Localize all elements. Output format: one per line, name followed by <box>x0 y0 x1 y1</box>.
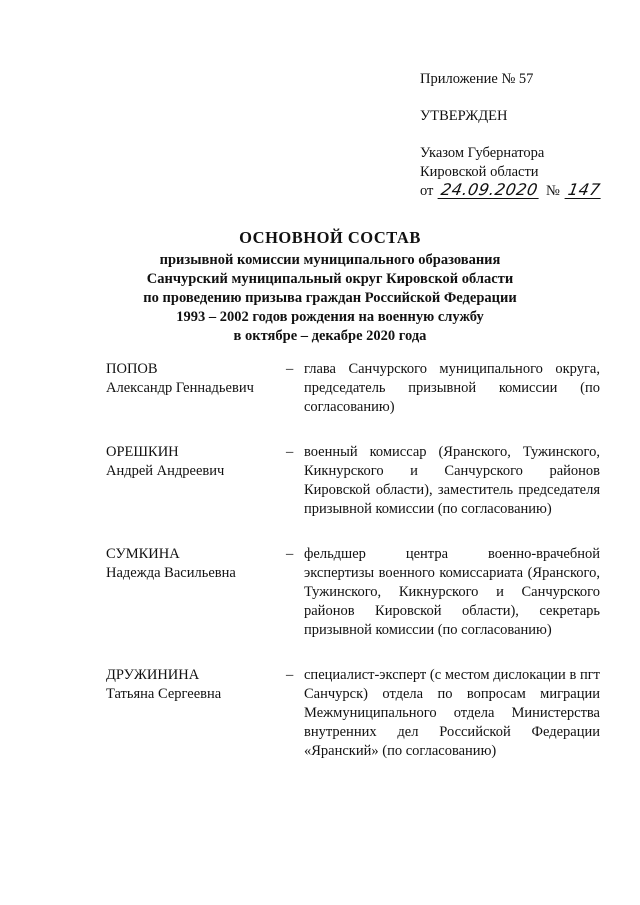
title-line: в октябре – декабре 2020 года <box>233 328 427 344</box>
member-dash: – <box>286 546 294 562</box>
member-name <box>106 666 286 761</box>
member-name <box>106 443 286 519</box>
handwritten-date: 24.09.2020 <box>439 180 540 199</box>
approval-stamp <box>420 70 620 201</box>
title-line: 1993 – 2002 годов рождения на военную службу <box>176 309 484 325</box>
handwritten-number: 147 <box>566 180 602 199</box>
member-dash: – <box>286 361 294 377</box>
member-surname: ДРУЖИНИНА <box>106 667 200 683</box>
member-surname: СУМКИНА <box>106 546 180 562</box>
member-given-name: Александр Геннадьевич <box>106 380 254 396</box>
decree-line-2: Кировской области <box>420 164 539 180</box>
member-name <box>106 360 286 417</box>
member-given-name: Надежда Васильевна <box>106 565 236 581</box>
member-list <box>106 360 616 787</box>
decree-date-row <box>420 182 620 201</box>
member-role: фельдшер центра военно-врачебной экспертизы военного комиссариата (Яранского, Тужинского, Кикнурского и Санчурского районов Кировской области), секретарь призывной комиссии (по согласованию) <box>304 546 600 638</box>
decree-line-1: Указом Губернатора <box>420 145 545 161</box>
date-prefix: от <box>420 183 434 199</box>
member-entry <box>106 360 616 417</box>
number-prefix: № <box>546 183 560 199</box>
member-dash: – <box>286 667 294 683</box>
title-line: по проведению призыва граждан Российской Федерации <box>143 290 517 306</box>
member-entry <box>106 666 616 761</box>
member-surname: ОРЕШКИН <box>106 444 179 460</box>
member-entry <box>106 545 616 640</box>
member-role: специалист-эксперт (с местом дислокации в пгт Санчурск) отдела по вопросам миграции Межмуниципального отдела Министерства внутренних дел Российской Федерации «Яранский» (по согласованию) <box>304 667 600 759</box>
member-given-name: Татьяна Сергеевна <box>106 686 222 702</box>
member-role: военный комиссар (Яранского, Тужинского, Кикнурского и Санчурского районов Кировской области), заместитель председателя призывной комиссии (по согласованию) <box>304 444 600 517</box>
appendix-number: Приложение № 57 <box>420 71 534 87</box>
member-entry <box>106 443 616 519</box>
title-main: ОСНОВНОЙ СОСТАВ <box>239 228 421 247</box>
member-name <box>106 545 286 640</box>
title-line: призывной комиссии муниципального образования <box>159 252 501 268</box>
member-given-name: Андрей Андреевич <box>106 463 225 479</box>
member-role: глава Санчурского муниципального округа, председатель призывной комиссии (по согласованию) <box>304 361 600 415</box>
member-dash: – <box>286 444 294 460</box>
member-surname: ПОПОВ <box>106 361 158 377</box>
document-title <box>90 228 570 346</box>
approved-label: УТВЕРЖДЕН <box>420 108 508 124</box>
title-line: Санчурский муниципальный округ Кировской области <box>146 271 514 287</box>
